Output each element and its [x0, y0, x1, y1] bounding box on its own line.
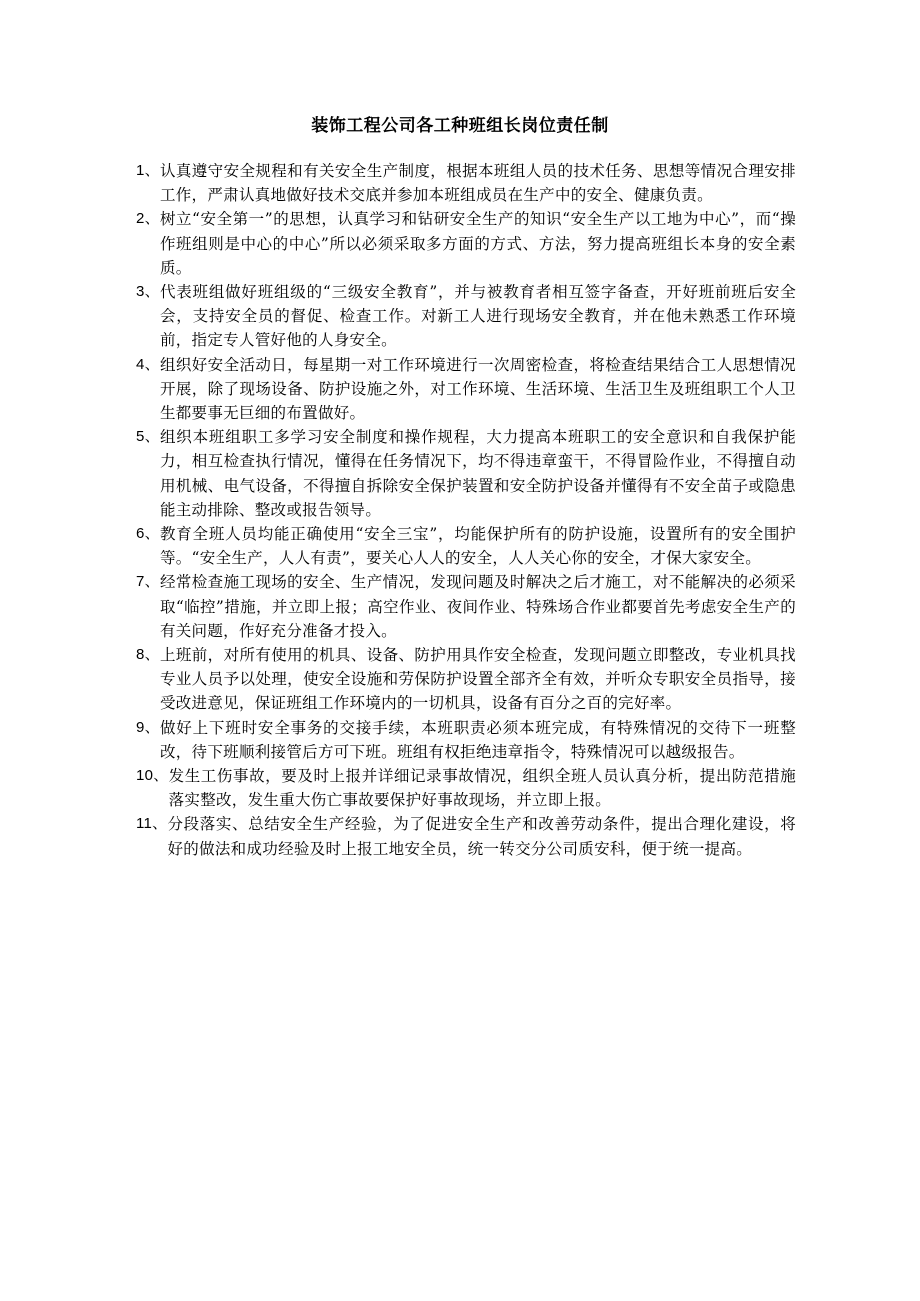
item-number: 6、	[136, 525, 160, 543]
item-text: 发生工伤事故，要及时上报并详细记录事故情况，组织全班人员认真分析，提出防范措施落实整改，发生重大伤亡事故要保护好事故现场，并立即上报。	[168, 767, 796, 810]
list-item	[136, 716, 796, 764]
item-number: 1、	[136, 162, 160, 179]
item-number: 10、	[136, 767, 169, 785]
item-number: 3、	[136, 283, 160, 301]
document-title: 装饰工程公司各工种班组长岗位责任制	[311, 116, 609, 136]
item-text: 树立“安全第一”的思想，认真学习和钻研安全生产的知识“安全生产以工地为中心”，而“操作班组则是中心的中心”所以必须采取多方面的方式、方法，努力提高班组长本身的安全素质。	[159, 210, 796, 277]
item-number: 4、	[136, 355, 160, 373]
list-item	[136, 207, 796, 280]
item-text: 代表班组做好班组级的“三级安全教育”，并与被教育者相互签字备查，开好班前班后安全会，支持安全员的督促、检查工作。对新工人进行现场安全教育，并在他未熟悉工作环境前，指定专人管好他的人身安全。	[159, 283, 796, 350]
item-text: 做好上下班时安全事务的交接手续，本班职责必须本班完成，有特殊情况的交待下一班整改，待下班顺利接管后方可下班。班组有权拒绝违章指令，特殊情况可以越级报告。	[159, 718, 796, 761]
responsibility-list	[136, 159, 796, 861]
list-item	[136, 643, 796, 716]
item-number: 8、	[136, 646, 160, 664]
list-item	[136, 425, 796, 522]
item-number: 11、	[136, 815, 168, 833]
item-text: 经常检查施工现场的安全、生产情况，发现问题及时解决之后才施工，对不能解决的必须采取“临控”措施，并立即上报；高空作业、夜间作业、特殊场合作业都要首先考虑安全生产的有关问题，作好充分准备才投入。	[159, 573, 796, 640]
item-text: 组织好安全活动日，每星期一对工作环境进行一次周密检查，将检查结果结合工人思想情况开展，除了现场设备、防护设施之外，对工作环境、生活环境、生活卫生及班组职工个人卫生都要事无巨细的布置做好。	[159, 355, 796, 423]
list-item	[136, 522, 796, 570]
item-text: 上班前，对所有使用的机具、设备、防护用具作安全检查，发现问题立即整改，专业机具找专业人员予以处理，使安全设施和劳保防护设置全部齐全有效，并听众专职安全员指导，接受改进意见，保证班组工作环境内的一切机具，设备有百分之百的完好率。	[159, 646, 796, 713]
list-item	[136, 764, 796, 812]
item-text: 组织本班组职工多学习安全制度和操作规程，大力提高本班职工的安全意识和自我保护能力，相互检查执行情况，懂得在任务情况下，均不得违章蛮干，不得冒险作业，不得擅自动用机械、电气设备，不得擅自拆除安全保护装置和安全防护设备并懂得有不安全苗子或隐患能主动排除、整改或报告领导。	[159, 428, 796, 519]
list-item	[136, 812, 796, 860]
item-number: 9、	[136, 718, 160, 736]
item-text: 认真遵守安全规程和有关安全生产制度，根据本班组人员的技术任务、思想等情况合理安排工作，严肃认真地做好技术交底并参加本班组成员在生产中的安全、健康负责。	[159, 162, 796, 205]
item-number: 7、	[136, 573, 160, 591]
list-item	[136, 280, 796, 353]
item-text: 教育全班人员均能正确使用“安全三宝”，均能保护所有的防护设施，设置所有的安全围护等。“安全生产，人人有责”，要关心人人的安全，人人关心你的安全，才保大家安全。	[159, 525, 796, 568]
item-number: 2、	[136, 210, 160, 228]
list-item	[136, 570, 796, 643]
item-text: 分段落实、总结安全生产经验，为了促进安全生产和改善劳动条件，提出合理化建设，将好的做法和成功经验及时上报工地安全员，统一转交分公司质安科，便于统一提高。	[167, 815, 796, 858]
list-item	[136, 353, 796, 426]
item-number: 5、	[136, 428, 160, 446]
list-item	[136, 159, 796, 207]
